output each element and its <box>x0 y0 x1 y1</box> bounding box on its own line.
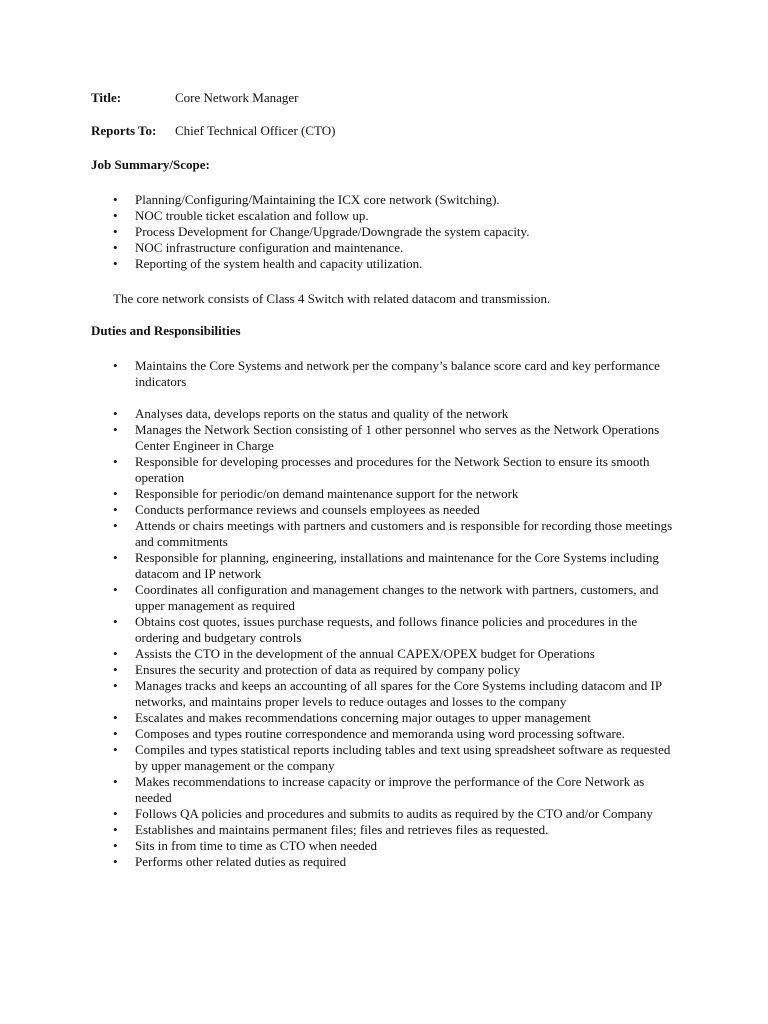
list-item: • Composes and types routine correspondence and memoranda using word processing software. <box>0 726 675 742</box>
list-item: • Manages tracks and keeps an accounting of all spares for the Core Systems including datacom and IP networks, and maintains proper levels to reduce outages and losses to the company <box>0 678 675 710</box>
duties-heading: Duties and Responsibilities <box>91 323 241 338</box>
list-item: • Reporting of the system health and capacity utilization. <box>0 256 675 272</box>
title-value: Core Network Manager <box>175 90 299 105</box>
list-item: • Maintains the Core Systems and network per the company’s balance score card and key performance indicators <box>0 358 675 390</box>
job-summary-heading: Job Summary/Scope: <box>91 157 210 172</box>
list-item: • Planning/Configuring/Maintaining the ICX core network (Switching). <box>0 192 675 208</box>
list-item: • Sits in from time to time as CTO when needed <box>0 838 675 854</box>
list-item: • NOC trouble ticket escalation and follow up. <box>0 208 675 224</box>
list-item: • Responsible for periodic/on demand maintenance support for the network <box>0 486 675 502</box>
list-item: • Makes recommendations to increase capacity or improve the performance of the Core Network as needed <box>0 774 675 806</box>
list-item: • Coordinates all configuration and management changes to the network with partners, customers, and upper management as required <box>0 582 675 614</box>
list-item: • Obtains cost quotes, issues purchase requests, and follows finance policies and procedures in the ordering and budgetary controls <box>0 614 675 646</box>
list-item: • Escalates and makes recommendations concerning major outages to upper management <box>0 710 675 726</box>
job-summary-list <box>0 192 675 272</box>
list-item: • Process Development for Change/Upgrade/Downgrade the system capacity. <box>0 224 675 240</box>
list-item: • Responsible for planning, engineering, installations and maintenance for the Core Systems including datacom and IP network <box>0 550 675 582</box>
list-item: • Manages the Network Section consisting of 1 other personnel who serves as the Network Operations Center Engineer in Charge <box>0 422 675 454</box>
list-item: • Assists the CTO in the development of the annual CAPEX/OPEX budget for Operations <box>0 646 675 662</box>
duties-list <box>0 358 675 870</box>
list-item: • NOC infrastructure configuration and maintenance. <box>0 240 675 256</box>
list-item: • Follows QA policies and procedures and submits to audits as required by the CTO and/or Company <box>0 806 675 822</box>
list-item: • Performs other related duties as required <box>0 854 675 870</box>
list-item: • Establishes and maintains permanent files; files and retrieves files as requested. <box>0 822 675 838</box>
reports-to-label: Reports To: <box>91 123 157 138</box>
list-item: • Attends or chairs meetings with partners and customers and is responsible for recording those meetings and commitments <box>0 518 675 550</box>
list-item: • Responsible for developing processes and procedures for the Network Section to ensure its smooth operation <box>0 454 675 486</box>
list-item: • Compiles and types statistical reports including tables and text using spreadsheet software as requested by upper management or the company <box>0 742 675 774</box>
list-item: • Ensures the security and protection of data as required by company policy <box>0 662 675 678</box>
reports-to-value: Chief Technical Officer (CTO) <box>175 123 336 138</box>
title-label: Title: <box>91 90 122 105</box>
list-item: • Analyses data, develops reports on the status and quality of the network <box>0 406 675 422</box>
list-item: • Conducts performance reviews and counsels employees as needed <box>0 502 675 518</box>
core-network-paragraph: The core network consists of Class 4 Switch with related datacom and transmission. <box>113 291 551 306</box>
